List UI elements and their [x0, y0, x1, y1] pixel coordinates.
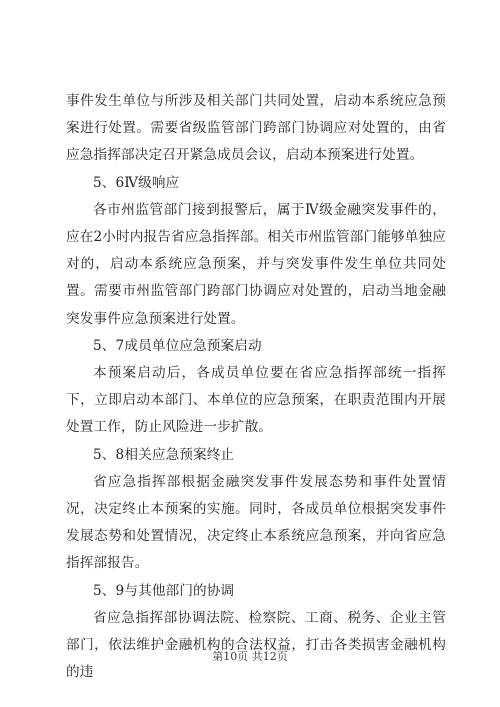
section-heading-5-7: 5、7成员单位应急预案启动 — [93, 337, 262, 354]
document-body — [66, 88, 446, 686]
paragraph-level-iv-response: 各市州监管部门接到报警后，属于Ⅳ级金融突发事件的，应在2小时内报告省应急指挥部。相关市州监管部门能够单独应对的，启动本系统应急预案，并与突发事件发生单位共同处置。需要市州监管部门跨部门协调应对处置的，启动当地金融突发事件应急预案进行处置。 — [66, 201, 446, 327]
section-heading-5-8: 5、8相关应急预案终止 — [93, 446, 235, 463]
paragraph-member-units: 本预案启动后，各成员单位要在省应急指挥部统一指挥下，立即启动本部门、本单位的应急预案，在职责范围内开展处置工作，防止风险进一步扩散。 — [66, 365, 446, 436]
section-heading-5-9: 5、9与其他部门的协调 — [93, 582, 235, 599]
page-number: 第10页 共12页 — [212, 650, 288, 663]
paragraph-coordination: 省应急指挥部协调法院、检察院、工商、税务、企业主管部门，依法维护金融机构的合法权益，打击各类损害金融机构的违 — [66, 609, 446, 681]
paragraph-termination: 省应急指挥部根据金融突发事件发展态势和事件处置情况，决定终止本预案的实施。同时，各成员单位根据突发事件发展态势和处置情况，决定终止本系统应急预案，并向省应急指挥部报告。 — [66, 473, 446, 572]
page-footer — [0, 650, 500, 664]
section-heading-5-6: 5、6Ⅳ级响应 — [93, 174, 180, 191]
paragraph-continuation: 事件发生单位与所涉及相关部门共同处置，启动本系统应急预案进行处置。需要省级监管部门跨部门协调应对处置的，由省应急指挥部决定召开紧急成员会议，启动本预案进行处置。 — [66, 93, 446, 164]
